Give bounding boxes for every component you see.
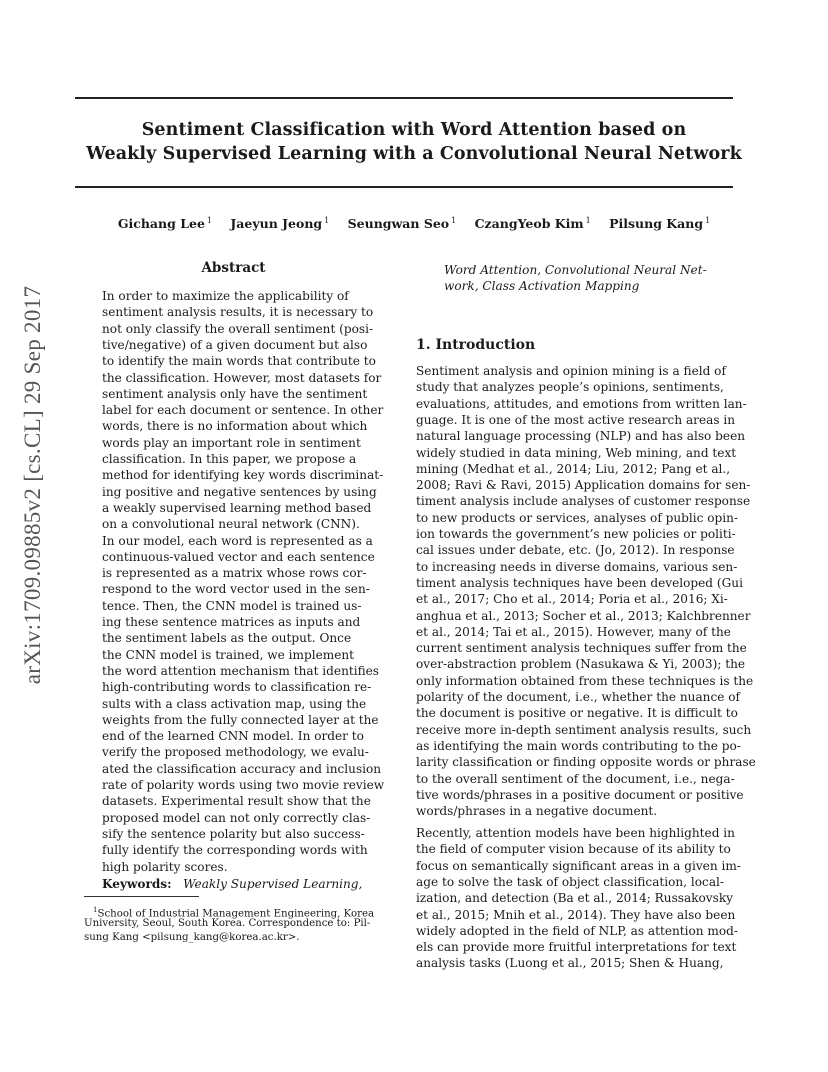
text-line: Recently, attention models have been highlighted in [416, 826, 735, 840]
text-line: the field of computer vision because of its ability to [416, 842, 731, 857]
text-line: current sentiment analysis techniques suffer from the [416, 641, 747, 656]
text-line: sify the sentence polarity but also success- [102, 826, 365, 841]
text-line: only information obtained from these techniques is the [416, 673, 754, 688]
footnote-rule [84, 896, 199, 897]
text-line: ization, and detection (Ba et al., 2014; Russakovsky [416, 891, 734, 906]
footnote-line: sung Kang <pilsung_kang@korea.ac.kr>. [84, 932, 300, 943]
title-bottom-rule [75, 186, 733, 188]
title-top-rule [75, 97, 733, 99]
text-line: the sentiment labels as the output. Once [102, 631, 352, 646]
text-line: study that analyzes people’s opinions, sentiments, [416, 380, 724, 395]
text-line: polarity of the document, i.e., whether the nuance of [416, 690, 740, 704]
author: Gichang Lee $^1$ [117, 216, 213, 232]
text-line: natural language processing (NLP) and has also been [416, 429, 746, 444]
text-line: mining (Medhat et al., 2014; Liu, 2012; Pang et al., [416, 461, 731, 476]
text-line: to increasing needs in diverse domains, various sen- [416, 559, 738, 574]
text-line: end of the learned CNN model. In order to [102, 729, 364, 744]
text-line: timent analysis techniques have been developed (Gui [416, 575, 743, 590]
text-line: ing positive and negative sentences by using [102, 484, 377, 499]
paper-title-line-2: Weakly Supervised Learning with a Convolutional Neural Network [86, 144, 742, 164]
text-line: timent analysis include analyses of customer response [416, 494, 751, 509]
keywords-text: Weakly Supervised Learning, [183, 877, 363, 891]
text-line: verify the proposed methodology, we evalu- [102, 745, 369, 760]
text-line: ing these sentence matrices as inputs and [102, 615, 361, 629]
text-line: continuous-valued vector and each sentence [102, 549, 375, 564]
text-line: age to solve the task of object classification, local- [416, 874, 724, 889]
text-line: a weakly supervised learning method based [102, 500, 372, 515]
text-line: et al., 2017; Cho et al., 2014; Poria et al., 2016; Xi- [416, 592, 728, 607]
text-line: tence. Then, the CNN model is trained us- [102, 598, 362, 613]
text-line: In our model, each word is represented as a [102, 533, 373, 548]
text-line: receive more in-depth sentiment analysis results, such [416, 722, 752, 737]
keywords-continued: work, Class Activation Mapping [444, 279, 640, 293]
text-line: words play an important role in sentiment [102, 435, 361, 450]
author: CzangYeob Kim $^1$ [474, 216, 591, 232]
text-line: classification. In this paper, we propose a [102, 452, 357, 466]
text-line: the document is positive or negative. It is difficult to [416, 706, 738, 721]
text-line: ion towards the government’s new policies or politi- [416, 527, 736, 541]
text-line: respond to the word vector used in the sen- [102, 582, 370, 597]
section-heading: 1. Introduction [416, 337, 536, 353]
text-line: the classification. However, most datasets for [102, 370, 382, 385]
keywords-label: Keywords: [102, 877, 172, 891]
text-line: sults with a class activation map, using the [102, 696, 367, 711]
text-line: cal issues under debate, etc. (Jo, 2012). In response [416, 543, 735, 558]
text-line: ated the classification accuracy and inclusion [102, 761, 382, 776]
text-line: et al., 2015; Mnih et al., 2014). They have also been [416, 907, 736, 922]
text-line: sentiment analysis results, it is necessary to [102, 305, 374, 320]
text-line: et al., 2014; Tai et al., 2015). However, many of the [416, 624, 731, 639]
keywords-continued: Word Attention, Convolutional Neural Net- [444, 263, 707, 277]
text-line: over-abstraction problem (Nasukawa & Yi, 2003); the [416, 657, 746, 672]
keywords-line [102, 876, 362, 892]
footnote-line: University, Seoul, South Korea. Correspondence to: Pil- [84, 918, 371, 929]
arxiv-stamp: arXiv:1709.09885v2 [cs.CL] 29 Sep 2017 [20, 285, 45, 685]
text-line: high-contributing words to classification re- [102, 680, 372, 695]
author: Seungwan Seo $^1$ [347, 216, 457, 232]
text-line: focus on semantically significant areas in a given im- [416, 858, 741, 873]
text-line: high polarity scores. [102, 859, 228, 874]
text-line: on a convolutional neural network (CNN). [102, 517, 360, 532]
text-line: fully identify the corresponding words with [102, 843, 368, 858]
footnote-line: $^1$School of Industrial Management Engineering, Korea [93, 906, 375, 920]
text-line: analysis tasks (Luong et al., 2015; Shen & Huang, [416, 956, 724, 971]
text-line: widely adopted in the field of NLP, as attention mod- [416, 923, 739, 938]
paper-title-line-1: Sentiment Classification with Word Attention based on [141, 120, 687, 140]
text-line: the word attention mechanism that identifies [102, 663, 380, 678]
text-line: is represented as a matrix whose rows cor- [102, 566, 367, 581]
text-line: tive/negative) of a given document but also [102, 337, 368, 352]
author-list [0, 216, 828, 231]
text-line: rate of polarity words using two movie review [102, 778, 385, 792]
text-line: the CNN model is trained, we implement [102, 647, 355, 662]
text-line: anghua et al., 2013; Socher et al., 2013; Kalchbrenner [416, 608, 751, 623]
text-line: to new products or services, analyses of public opin- [416, 510, 739, 525]
text-line: to identify the main words that contribute to [102, 354, 376, 369]
text-line: datasets. Experimental result show that the [102, 794, 371, 809]
text-line: guage. It is one of the most active research areas in [416, 412, 736, 427]
text-line: In order to maximize the applicability of [102, 289, 349, 303]
text-line: Sentiment analysis and opinion mining is a field of [416, 364, 726, 378]
text-line: label for each document or sentence. In other [102, 403, 384, 418]
text-line: sentiment analysis only have the sentiment [102, 386, 368, 401]
text-line: words/phrases in a negative document. [416, 804, 658, 819]
text-line: els can provide more fruitful interpretations for text [416, 940, 737, 955]
abstract-heading: Abstract [201, 260, 266, 276]
text-line: words, there is no information about which [102, 419, 368, 434]
text-line: larity classification or finding opposite words or phrase [416, 755, 756, 770]
text-line: widely studied in data mining, Web mining, and text [416, 445, 737, 460]
author: Pilsung Kang $^1$ [609, 216, 711, 232]
text-line: 2008; Ravi & Ravi, 2015) Application domains for sen- [416, 478, 751, 493]
text-line: to the overall sentiment of the document, i.e., nega- [416, 771, 735, 786]
text-line: not only classify the overall sentiment (posi- [102, 321, 374, 336]
text-line: weights from the fully connected layer at the [102, 712, 379, 727]
text-line: method for identifying key words discriminat- [102, 468, 384, 483]
text-line: as identifying the main words contributing to the po- [416, 738, 741, 753]
text-line: tive words/phrases in a positive document or positive [416, 787, 744, 802]
text-line: evaluations, attitudes, and emotions from written lan- [416, 396, 747, 411]
text-line: proposed model can not only correctly clas- [102, 810, 371, 825]
author: Jaeyun Jeong $^1$ [230, 216, 330, 232]
